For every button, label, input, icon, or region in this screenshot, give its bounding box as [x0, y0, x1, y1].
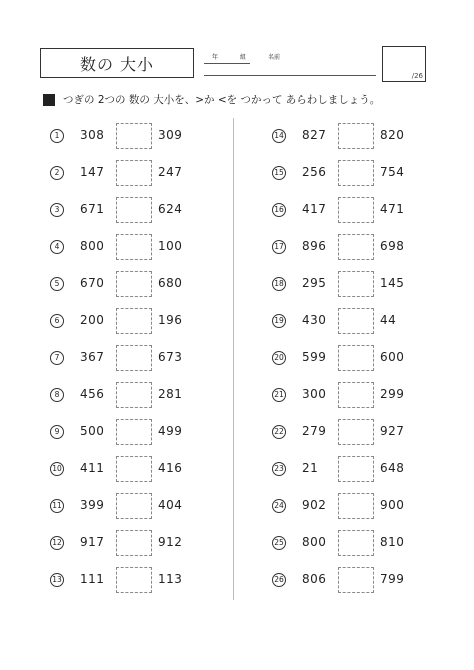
right-number: 44	[380, 313, 397, 327]
problem-row	[50, 118, 240, 155]
problem-row	[50, 155, 240, 192]
answer-box[interactable]	[338, 123, 374, 149]
answer-box[interactable]	[116, 308, 152, 334]
left-number: 800	[302, 535, 327, 549]
left-number: 896	[302, 239, 327, 253]
problem-row	[50, 377, 240, 414]
answer-box[interactable]	[338, 419, 374, 445]
problem-number: 5	[50, 277, 64, 291]
problem-number: 14	[272, 129, 286, 143]
answer-box[interactable]	[116, 382, 152, 408]
problems-left-column	[50, 118, 240, 599]
problem-row	[50, 266, 240, 303]
problem-row	[272, 303, 462, 340]
left-number: 147	[80, 165, 105, 179]
problem-row	[50, 414, 240, 451]
problem-number: 10	[50, 462, 64, 476]
right-number: 196	[158, 313, 183, 327]
answer-box[interactable]	[116, 123, 152, 149]
answer-box[interactable]	[338, 160, 374, 186]
class-label: 組	[240, 54, 247, 61]
square-bullet-icon	[43, 94, 55, 106]
left-number: 806	[302, 572, 327, 586]
instruction-text: つぎの 2つの 数の 大小を、>か <を つかって あらわしましょう。	[63, 94, 381, 106]
right-number: 113	[158, 572, 183, 586]
right-number: 624	[158, 202, 183, 216]
problem-number: 22	[272, 425, 286, 439]
problem-number: 3	[50, 203, 64, 217]
problem-number: 6	[50, 314, 64, 328]
left-number: 500	[80, 424, 105, 438]
right-number: 404	[158, 498, 183, 512]
right-number: 698	[380, 239, 405, 253]
problem-number: 9	[50, 425, 64, 439]
problem-row	[272, 118, 462, 155]
answer-box[interactable]	[116, 197, 152, 223]
left-number: 902	[302, 498, 327, 512]
problem-row	[50, 340, 240, 377]
problem-row	[272, 377, 462, 414]
problem-number: 19	[272, 314, 286, 328]
problem-number: 8	[50, 388, 64, 402]
answer-box[interactable]	[116, 530, 152, 556]
problem-row	[272, 340, 462, 377]
left-number: 827	[302, 128, 327, 142]
problem-row	[272, 155, 462, 192]
left-number: 800	[80, 239, 105, 253]
problem-number: 4	[50, 240, 64, 254]
left-number: 21	[302, 461, 319, 475]
problem-number: 24	[272, 499, 286, 513]
answer-box[interactable]	[338, 456, 374, 482]
problem-row	[272, 266, 462, 303]
problem-row	[50, 451, 240, 488]
left-number: 111	[80, 572, 105, 586]
answer-box[interactable]	[338, 234, 374, 260]
answer-box[interactable]	[116, 567, 152, 593]
problem-number: 18	[272, 277, 286, 291]
left-number: 200	[80, 313, 105, 327]
left-number: 599	[302, 350, 327, 364]
problem-row	[272, 414, 462, 451]
left-number: 456	[80, 387, 105, 401]
name-labels	[212, 52, 280, 61]
right-number: 309	[158, 128, 183, 142]
name-label: 名前	[268, 54, 281, 61]
answer-box[interactable]	[338, 271, 374, 297]
left-number: 430	[302, 313, 327, 327]
problem-row	[50, 229, 240, 266]
right-number: 912	[158, 535, 183, 549]
right-number: 900	[380, 498, 405, 512]
problem-number: 2	[50, 166, 64, 180]
problem-row	[272, 229, 462, 266]
right-number: 281	[158, 387, 183, 401]
right-number: 247	[158, 165, 183, 179]
name-line	[204, 75, 376, 76]
left-number: 399	[80, 498, 105, 512]
problem-number: 20	[272, 351, 286, 365]
problem-number: 1	[50, 129, 64, 143]
right-number: 927	[380, 424, 405, 438]
problem-number: 26	[272, 573, 286, 587]
answer-box[interactable]	[338, 493, 374, 519]
answer-box[interactable]	[116, 345, 152, 371]
problem-number: 11	[50, 499, 64, 513]
right-number: 810	[380, 535, 405, 549]
right-number: 754	[380, 165, 405, 179]
answer-box[interactable]	[338, 308, 374, 334]
left-number: 308	[80, 128, 105, 142]
problem-row	[50, 303, 240, 340]
answer-box[interactable]	[116, 456, 152, 482]
answer-box[interactable]	[338, 530, 374, 556]
right-number: 416	[158, 461, 183, 475]
right-number: 648	[380, 461, 405, 475]
problem-number: 15	[272, 166, 286, 180]
problem-number: 21	[272, 388, 286, 402]
right-number: 820	[380, 128, 405, 142]
right-number: 680	[158, 276, 183, 290]
left-number: 671	[80, 202, 105, 216]
answer-box[interactable]	[338, 382, 374, 408]
left-number: 411	[80, 461, 105, 475]
problem-number: 13	[50, 573, 64, 587]
left-number: 367	[80, 350, 105, 364]
right-number: 145	[380, 276, 405, 290]
problem-row	[272, 488, 462, 525]
problem-number: 12	[50, 536, 64, 550]
answer-box[interactable]	[116, 234, 152, 260]
answer-box[interactable]	[116, 493, 152, 519]
worksheet-title: 数の 大小	[40, 48, 194, 78]
problem-row	[50, 192, 240, 229]
instruction	[43, 92, 443, 107]
name-area	[204, 48, 376, 78]
left-number: 295	[302, 276, 327, 290]
left-number: 417	[302, 202, 327, 216]
answer-box[interactable]	[116, 419, 152, 445]
answer-box[interactable]	[116, 271, 152, 297]
problem-number: 7	[50, 351, 64, 365]
right-number: 499	[158, 424, 183, 438]
right-number: 299	[380, 387, 405, 401]
right-number: 471	[380, 202, 405, 216]
answer-box[interactable]	[338, 567, 374, 593]
score-box[interactable]	[382, 46, 426, 82]
problem-row	[50, 488, 240, 525]
score-total: /26	[411, 72, 423, 80]
left-number: 279	[302, 424, 327, 438]
problem-row	[50, 525, 240, 562]
left-number: 300	[302, 387, 327, 401]
right-number: 600	[380, 350, 405, 364]
left-number: 917	[80, 535, 105, 549]
problem-number: 23	[272, 462, 286, 476]
problem-row	[272, 562, 462, 599]
problem-number: 17	[272, 240, 286, 254]
problem-number: 25	[272, 536, 286, 550]
problem-number: 16	[272, 203, 286, 217]
problem-row	[272, 525, 462, 562]
right-number: 799	[380, 572, 405, 586]
problem-row	[50, 562, 240, 599]
left-number: 256	[302, 165, 327, 179]
problem-row	[272, 192, 462, 229]
answer-box[interactable]	[338, 345, 374, 371]
right-number: 673	[158, 350, 183, 364]
grade-line	[204, 63, 250, 64]
left-number: 670	[80, 276, 105, 290]
problems-right-column	[272, 118, 462, 599]
answer-box[interactable]	[338, 197, 374, 223]
right-number: 100	[158, 239, 183, 253]
grade-label: 年	[212, 54, 219, 61]
answer-box[interactable]	[116, 160, 152, 186]
problem-row	[272, 451, 462, 488]
